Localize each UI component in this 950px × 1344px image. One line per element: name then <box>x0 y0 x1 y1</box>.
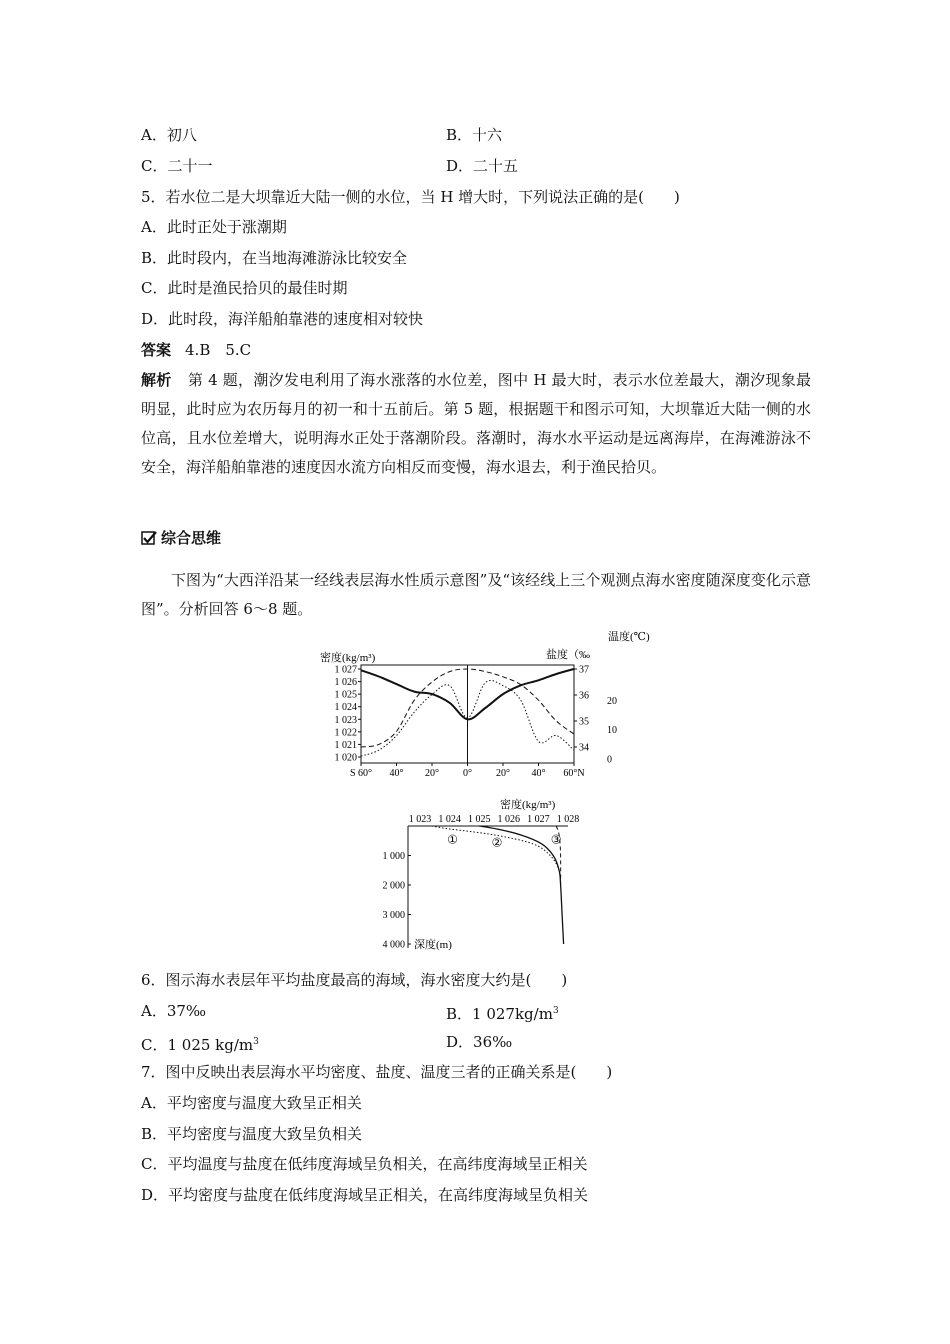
q5-stem: 5．若水位二是大坝靠近大陆一侧的水位，当 H 增大时，下列说法正确的是( ) <box>141 188 680 206</box>
answer-text: 4.B 5.C <box>185 341 252 359</box>
q5-option-a: A．此时正处于涨潮期 <box>141 218 287 236</box>
section-title: 综合思维 <box>161 529 222 547</box>
analysis-label: 解析 <box>141 371 172 389</box>
chart1-salinity-tick-label: 36 <box>579 690 589 702</box>
q6-option-b-text: B．1 027kg/m <box>446 1005 553 1023</box>
q6-stem: 6．图示海水表层年平均盐度最高的海域，海水密度大约是( ) <box>141 971 568 989</box>
chart1-x-tick-label: 20° <box>496 768 510 779</box>
analysis-text: 第 4 题，潮汐发电利用了海水涨落的水位差，图中 H 最大时，表示水位差最大，潮汐现象最明显，此时应为农历每月的初一和十五前后。第 5 题，根据题干和图示可知，大坝靠近大陆一侧的水位高，且水位差增大，说明海水正处于落潮阶段。落潮时，海水水平运动是远离海岸，在海滩游泳不安全，海洋船舶靠港的速度因水流方向相反而变慢，海水退去，利于渔民拾贝。 <box>141 371 811 476</box>
q7-stem: 7．图中反映出表层海水平均密度、盐度、温度三者的正确关系是( ) <box>141 1063 613 1081</box>
chart1-x-tick-label: S 60° <box>349 768 373 779</box>
chart2-series-marker: ① <box>447 832 458 847</box>
chart1-x-tick-label: 20° <box>425 768 439 779</box>
chart-surface-properties <box>320 628 650 779</box>
q6-option-d: D．36‰ <box>446 1033 513 1051</box>
q7-option-c: C．平均温度与盐度在低纬度海域呈负相关，在高纬度海域呈正相关 <box>141 1155 588 1173</box>
chart2-y-axis-title: 深度(m) <box>414 939 452 951</box>
chart1-temperature-tick-label: 10 <box>607 725 617 737</box>
q7-option-a: A．平均密度与温度大致呈正相关 <box>141 1094 362 1112</box>
chart1-density-tick-label: 1 025 <box>334 689 357 701</box>
chart2-x-tick-label: 1 023 <box>408 814 432 825</box>
chart2-y-tick-label: 3 000 <box>382 910 405 921</box>
q4-option-b: B．十六 <box>446 126 503 144</box>
q5-option-b: B．此时段内，在当地海滩游泳比较安全 <box>141 249 408 267</box>
chart1-density-tick-label: 1 023 <box>334 714 357 726</box>
chart1-x-tick-label: 40° <box>531 768 546 779</box>
chart1-x-tick-label: 40° <box>389 768 404 779</box>
chart2-series-marker: ② <box>491 835 503 850</box>
chart1-temperature-tick-label: 0 <box>607 754 612 766</box>
q5-option-d: D．此时段，海洋船舶靠港的速度相对较快 <box>141 310 424 328</box>
chart2-x-tick-label: 1 027 <box>527 814 550 825</box>
q4-option-c: C．二十一 <box>141 157 213 175</box>
q6-option-c-text: C．1 025 kg/m <box>141 1036 254 1054</box>
q4-option-a: A．初八 <box>141 126 197 144</box>
answer-label: 答案 <box>141 341 172 359</box>
chart1-density-tick-label: 1 021 <box>334 739 357 751</box>
chart2-x-tick-label: 1 026 <box>497 814 521 825</box>
q7-option-d: D．平均密度与盐度在低纬度海域呈正相关，在高纬度海域呈负相关 <box>141 1186 589 1204</box>
chart1-density-tick-label: 1 024 <box>334 702 357 714</box>
chart1-temperature-tick-label: 20 <box>607 695 617 707</box>
intro-paragraph: 下图为“大西洋沿某一经线表层海水性质示意图”及“该经线上三个观测点海水密度随深度变化示意图”。分析回答 6～8 题。 <box>141 571 811 618</box>
chart2-series-marker: ③ <box>550 832 562 847</box>
chart2-x-axis-title: 密度(kg/m³) <box>500 799 556 811</box>
analysis-paragraph <box>141 366 811 482</box>
chart-density-depth <box>368 796 590 954</box>
q6-option-b <box>446 1001 559 1024</box>
q6-option-a: A．37‰ <box>141 1002 207 1020</box>
chart2-x-tick-label: 1 025 <box>467 814 491 825</box>
chart1-density-tick-label: 1 027 <box>334 664 357 676</box>
chart1-salinity-axis-label: 盐度（‰ <box>546 649 590 661</box>
chart1-x-tick-label: 60°N <box>563 768 585 779</box>
chart1-density-tick-label: 1 022 <box>334 727 357 739</box>
chart1-density-axis-label: 密度(kg/m³) <box>320 652 376 664</box>
q7-option-b: B．平均密度与温度大致呈负相关 <box>141 1125 363 1143</box>
chart2-x-tick-label: 1 028 <box>556 814 580 825</box>
chart1-x-tick-label: 0° <box>463 768 472 779</box>
chart2-x-tick-label: 1 024 <box>438 814 461 825</box>
chart1-density-tick-label: 1 020 <box>334 752 357 764</box>
section-heading <box>141 528 221 548</box>
chart2-y-tick-label: 2 000 <box>382 880 405 892</box>
q4-option-d: D．二十五 <box>446 157 519 175</box>
chart1-salinity-tick-label: 37 <box>579 664 589 676</box>
chart1-temperature-axis-label: 温度(℃) <box>608 631 650 643</box>
chart1-salinity-tick-label: 34 <box>579 742 589 754</box>
q6-option-c-sup: 3 <box>253 1037 259 1047</box>
chart2-y-tick-label: 1 000 <box>382 851 405 862</box>
q6-option-b-sup: 3 <box>552 1006 559 1016</box>
chart1-density-tick-label: 1 026 <box>334 677 357 689</box>
answer-line <box>141 340 251 360</box>
q5-option-c: C．此时是渔民拾贝的最佳时期 <box>141 279 348 297</box>
chart1-salinity-tick-label: 35 <box>579 716 589 728</box>
chart2-y-tick-label: 4 000 <box>382 939 405 951</box>
checkbox-check-icon <box>141 530 157 546</box>
q6-option-c <box>141 1032 259 1055</box>
